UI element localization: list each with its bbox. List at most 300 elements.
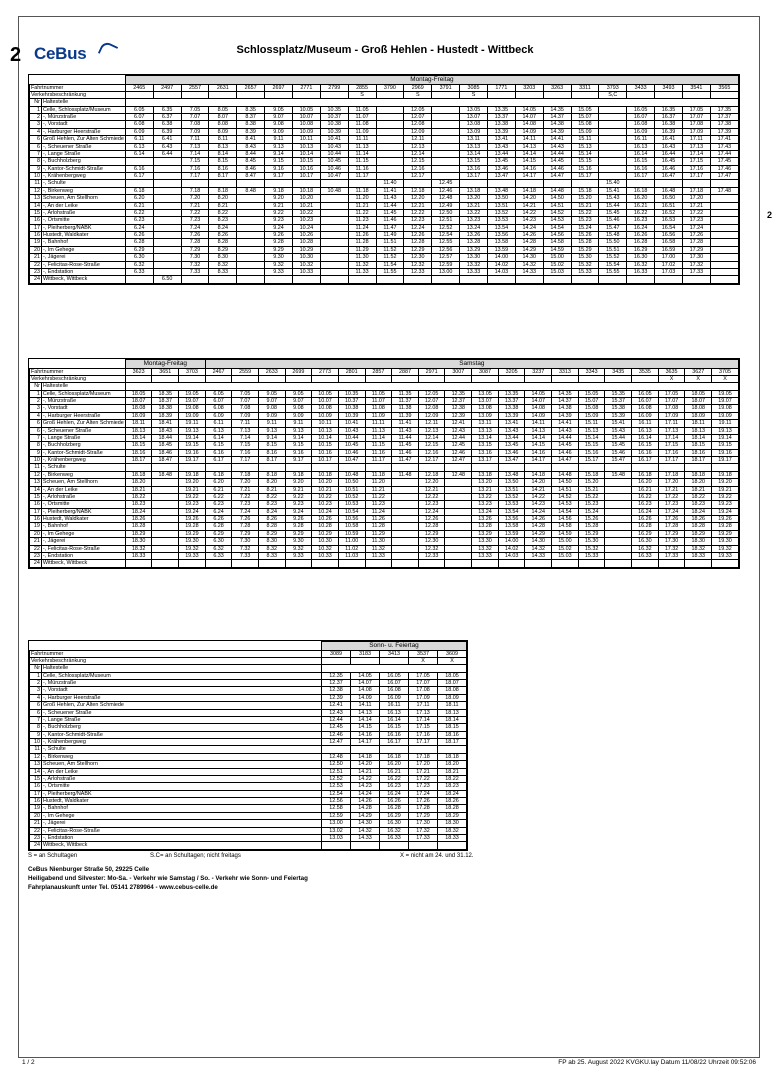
departure-time: 10.45 [338,442,365,449]
departure-time: 16.28 [632,523,659,530]
departure-time: 9.29 [265,246,293,253]
table-row [30,180,739,187]
departure-time: 17.28 [409,805,438,812]
departure-time: 19.09 [712,412,739,419]
departure-time: 7.32 [232,545,259,552]
departure-time: 19.05 [712,390,739,397]
departure-time [472,464,499,471]
departure-time: 14.43 [543,143,571,150]
departure-time [432,106,460,113]
departure-time: 16.41 [655,136,683,143]
departure-time: 13.58 [487,239,515,246]
stop-name: Groß Hehlen, Zur Alten Schmiede [42,420,124,427]
departure-time: 12.48 [322,753,351,760]
departure-time [153,239,181,246]
departure-time: 15.18 [578,471,605,478]
departure-time [392,545,419,552]
departure-time: 17.29 [409,812,438,819]
departure-time: 16.20 [632,479,659,486]
trip-number: 3535 [632,368,659,375]
departure-time: 10.47 [338,457,365,464]
departure-time: 13.32 [472,545,499,552]
trip-restriction [285,375,312,382]
departure-time: 17.23 [409,783,438,790]
departure-time: 12.52 [322,775,351,782]
departure-time [348,180,376,187]
stop-name: -, An der Leike [41,486,125,493]
departure-time: 15.20 [571,195,599,202]
departure-time: 15.15 [571,158,599,165]
departure-time: 17.35 [710,106,738,113]
trip-number: 3651 [152,368,179,375]
departure-time: 10.43 [338,427,365,434]
trip-number: 2773 [312,368,339,375]
departure-time: 12.05 [418,390,445,397]
departure-time [237,239,265,246]
table-row [30,209,739,216]
departure-time: 10.23 [292,217,320,224]
departure-time: 7.33 [181,268,209,275]
departure-time: 14.09 [351,694,380,701]
departure-time: 11.32 [365,545,392,552]
departure-time: 12.23 [418,501,445,508]
table-row [30,449,739,456]
departure-time: 19.17 [712,457,739,464]
departure-time: 16.58 [655,239,683,246]
stop-name: -, An der Leike [41,202,125,209]
table-row [30,805,467,812]
table-row [30,457,739,464]
trip-restriction [265,91,293,98]
departure-time: 9.22 [265,209,293,216]
trip-number: 2971 [418,368,445,375]
departure-time [432,150,460,157]
departure-time: 14.54 [543,224,571,231]
departure-time: 15.55 [599,268,627,275]
departure-time: 10.37 [338,398,365,405]
departure-time: 11.08 [348,121,376,128]
departure-time: 13.46 [498,449,525,456]
col-header-haltestelle: Haltestelle [42,665,322,672]
departure-time: 18.14 [438,716,467,723]
departure-time: 11.38 [392,405,419,412]
table-row [30,552,739,559]
col-header-nr: Nr [30,99,42,106]
stop-name: -, Harburger Heerstraße [41,412,125,419]
departure-time: 12.55 [432,239,460,246]
departure-time [712,464,739,471]
departure-time [153,224,181,231]
departure-time: 13.59 [498,530,525,537]
departure-time [599,158,627,165]
departure-time: 8.30 [258,538,285,545]
departure-time: 16.56 [655,232,683,239]
departure-time [376,121,404,128]
departure-time: 10.39 [338,412,365,419]
departure-time: 17.09 [658,412,685,419]
trip-number: 3537 [409,650,438,657]
departure-time: 17.11 [658,420,685,427]
departure-time: 12.39 [445,412,472,419]
departure-time [320,276,348,283]
stop-name: -, Endstation [41,552,125,559]
departure-time: 11.24 [365,508,392,515]
departure-time: 17.26 [409,798,438,805]
departure-time [152,486,179,493]
departure-time: 14.35 [543,106,571,113]
departure-time: 17.26 [658,516,685,523]
departure-time: 9.33 [265,268,293,275]
departure-time: 8.39 [237,128,265,135]
departure-time: 19.14 [712,434,739,441]
departure-time: 6.14 [125,150,153,157]
departure-time: 17.07 [682,114,710,121]
departure-time: 14.52 [552,493,579,500]
departure-time: 18.18 [125,471,152,478]
stop-number: 20 [30,812,42,819]
departure-time [376,106,404,113]
departure-time: 17.14 [658,434,685,441]
departure-time: 6.32 [125,261,153,268]
label-verkehrsbeschraenkung: Verkehrsbeschränkung [30,375,126,382]
departure-time: 10.51 [338,486,365,493]
departure-time: 15.32 [571,261,599,268]
departure-time [605,560,632,567]
departure-time: 6.07 [125,114,153,121]
departure-time: 10.44 [338,434,365,441]
departure-time [552,464,579,471]
departure-time: 16.32 [627,261,655,268]
departure-time: 17.15 [682,158,710,165]
departure-time: 18.05 [125,390,152,397]
departure-time: 15.54 [599,261,627,268]
departure-time: 19.07 [712,398,739,405]
departure-time: 15.21 [578,486,605,493]
departure-time: 16.20 [380,761,409,768]
departure-time: 14.20 [351,761,380,768]
departure-time: 10.21 [292,202,320,209]
label-verkehrsbeschraenkung: Verkehrsbeschränkung [30,657,322,664]
departure-time: 7.21 [232,486,259,493]
departure-time [258,560,285,567]
departure-time [658,464,685,471]
departure-time: 13.35 [487,106,515,113]
departure-time: 10.11 [292,136,320,143]
table-row [30,136,739,143]
departure-time: 8.32 [209,261,237,268]
departure-time [599,150,627,157]
trip-number: 2771 [292,84,320,91]
stop-number: 11 [30,180,42,187]
departure-time: 13.39 [498,412,525,419]
departure-time [599,136,627,143]
departure-time [525,560,552,567]
departure-time [153,187,181,194]
table-row [30,812,467,819]
departure-time: 17.21 [409,768,438,775]
departure-time [179,560,206,567]
departure-time: 19.13 [179,427,206,434]
stop-name: -, Im Gehege [41,246,125,253]
departure-time: 18.24 [125,508,152,515]
departure-time: 11.20 [348,195,376,202]
departure-time: 15.09 [571,128,599,135]
departure-time: 9.11 [258,420,285,427]
departure-time: 11.47 [376,224,404,231]
departure-time [605,493,632,500]
departure-time [237,276,265,283]
departure-time: 18.15 [438,724,467,731]
departure-time: 17.08 [409,687,438,694]
departure-time: 15.37 [605,398,632,405]
stop-number: 21 [30,254,42,261]
departure-time: 9.18 [265,187,293,194]
departure-time [125,560,152,567]
departure-time: 16.30 [380,820,409,827]
trip-number: 3623 [125,368,152,375]
departure-time [153,180,181,187]
departure-time: 11.11 [365,420,392,427]
departure-time: 11.37 [392,398,419,405]
stop-number: 7 [30,716,42,723]
departure-time: 15.22 [571,209,599,216]
departure-time: 19.16 [712,449,739,456]
departure-time: 15.29 [571,246,599,253]
departure-time: 8.20 [209,195,237,202]
departure-time: 12.49 [432,202,460,209]
departure-time: 14.54 [552,508,579,515]
stop-name: -, Felicitas-Rose-Straße [42,827,322,834]
departure-time [432,114,460,121]
departure-time: 18.16 [125,449,152,456]
stop-name: -, Im Gehege [42,812,322,819]
departure-time: 17.28 [658,523,685,530]
stop-name: -, Münzstraße [42,680,322,687]
departure-time: 13.47 [487,173,515,180]
departure-time: 11.30 [348,254,376,261]
departure-time: 18.33 [125,552,152,559]
departure-time [365,560,392,567]
stop-name: -, Pleiherberg/NABK [42,790,322,797]
departure-time [237,195,265,202]
departure-time: 15.46 [599,217,627,224]
departure-time: 11.00 [338,538,365,545]
departure-time: 14.02 [498,545,525,552]
departure-time: 15.15 [578,442,605,449]
trip-number: 2557 [181,84,209,91]
stop-name: -, Lange Straße [41,434,125,441]
departure-time: 8.17 [209,173,237,180]
departure-time: 10.43 [320,143,348,150]
departure-time: 15.17 [578,457,605,464]
spacer-cell [30,642,322,651]
departure-time [392,538,419,545]
departure-time: 11.07 [348,114,376,121]
departure-time: 11.11 [348,136,376,143]
col-header-spacer [125,99,738,106]
departure-time: 10.20 [292,195,320,202]
company-line-1: CeBus Nienburger Straße 50, 29225 Celle [28,866,150,873]
departure-time: 16.18 [632,471,659,478]
departure-time [460,276,488,283]
table-row [30,434,739,441]
departure-time: 19.32 [712,545,739,552]
departure-time: 6.20 [125,195,153,202]
departure-time [445,552,472,559]
stop-name: -, Münzstraße [41,398,125,405]
departure-time: 8.28 [258,523,285,530]
departure-time: 18.07 [438,680,467,687]
departure-time [237,232,265,239]
departure-time: 17.22 [658,493,685,500]
stop-number: 6 [30,427,42,434]
departure-time: 9.24 [285,508,312,515]
departure-time [409,842,438,849]
departure-time: 17.13 [409,709,438,716]
departure-time [376,143,404,150]
departure-time: 13.29 [460,246,488,253]
departure-time: 8.24 [258,508,285,515]
footer-right: FP ab 25. August 2022 KVGKU.lay Datum 11/08/22 Uhrzeit 09:52:06 [558,1059,756,1066]
departure-time: 7.29 [232,530,259,537]
departure-time: 14.03 [487,268,515,275]
departure-time: 6.22 [205,493,232,500]
departure-time: 19.20 [179,479,206,486]
departure-time: 9.18 [285,471,312,478]
departure-time: 10.39 [320,128,348,135]
departure-time: 18.26 [438,798,467,805]
table-row [30,143,739,150]
departure-time: 7.11 [232,420,259,427]
departure-time [552,560,579,567]
stop-number: 16 [30,798,42,805]
departure-time: 10.22 [292,209,320,216]
stop-name: -, Endstation [41,268,125,275]
departure-time: 13.16 [472,449,499,456]
departure-time: 11.48 [392,471,419,478]
departure-time [351,746,380,753]
stop-name: -, Vorstadt [42,687,322,694]
departure-time: 11.17 [348,173,376,180]
stop-name: Groß Hehlen, Zur Alten Schmiede [42,702,322,709]
departure-time: 8.29 [258,530,285,537]
departure-time [498,560,525,567]
stop-name: Wittbeck, Wittbeck [41,560,125,567]
departure-time: 14.29 [351,812,380,819]
departure-time: 9.33 [285,552,312,559]
table-row [30,150,739,157]
departure-time: 11.52 [376,254,404,261]
departure-time: 11.08 [365,405,392,412]
departure-time: 13.44 [498,434,525,441]
departure-time: 8.17 [258,457,285,464]
departure-time: 14.11 [525,420,552,427]
departure-time: 18.17 [685,457,712,464]
stop-number: 11 [30,746,42,753]
departure-time [710,254,738,261]
section-header: Montag-Freitag [125,76,738,85]
departure-time: 6.17 [205,457,232,464]
departure-time: 17.18 [409,753,438,760]
departure-time: 6.11 [205,420,232,427]
table-row [30,165,739,172]
departure-time: 6.30 [205,538,232,545]
departure-time [153,209,181,216]
departure-time: 15.35 [605,390,632,397]
departure-time [445,538,472,545]
departure-time: 17.21 [682,202,710,209]
stop-number: 1 [30,106,42,113]
departure-time [525,464,552,471]
departure-time: 10.28 [292,239,320,246]
trip-number: 3183 [351,650,380,657]
departure-time: 13.58 [498,523,525,530]
departure-time: 18.28 [685,523,712,530]
departure-time: 15.29 [578,530,605,537]
departure-time: 14.44 [552,434,579,441]
table-row [30,276,739,283]
departure-time: 11.26 [348,232,376,239]
departure-time [258,464,285,471]
departure-time: 12.57 [432,254,460,261]
departure-time: 15.08 [571,121,599,128]
departure-time: 8.23 [209,217,237,224]
departure-time: 8.15 [258,442,285,449]
departure-time: 6.13 [205,427,232,434]
departure-time: 10.18 [292,187,320,194]
departure-time: 17.29 [682,246,710,253]
departure-time: 10.41 [338,420,365,427]
company-info [28,866,308,893]
trip-restriction [710,91,738,98]
table-row [30,501,739,508]
departure-time: 12.18 [418,471,445,478]
departure-time: 15.03 [543,268,571,275]
departure-time [432,158,460,165]
table-row [30,232,739,239]
departure-time: 14.15 [351,724,380,731]
departure-time: 12.38 [322,687,351,694]
table-row [30,202,739,209]
departure-time: 15.45 [599,209,627,216]
trip-number: 3635 [658,368,685,375]
departure-time: 8.43 [237,143,265,150]
departure-time: 18.26 [685,516,712,523]
stop-name: -, Scheuener Straße [41,143,125,150]
departure-time: 7.08 [181,121,209,128]
departure-time: 12.26 [404,232,432,239]
departure-time: 18.39 [152,412,179,419]
departure-time: 19.20 [712,479,739,486]
table-row [30,224,739,231]
departure-time: 15.38 [605,405,632,412]
departure-time: 13.17 [472,457,499,464]
departure-time: 16.08 [632,405,659,412]
stop-number: 10 [30,173,42,180]
departure-time: 10.58 [338,523,365,530]
section-header: Montag-Freitag [125,360,205,369]
stop-name: Scheuen, Am Stellhorn [41,195,125,202]
departure-time: 6.33 [125,268,153,275]
spacer-cell [30,76,126,85]
departure-time: 11.49 [376,232,404,239]
table-row [30,246,739,253]
departure-time: 7.07 [232,398,259,405]
departure-time: 18.14 [685,434,712,441]
departure-time: 12.32 [404,261,432,268]
departure-time: 16.22 [380,775,409,782]
departure-time [232,464,259,471]
